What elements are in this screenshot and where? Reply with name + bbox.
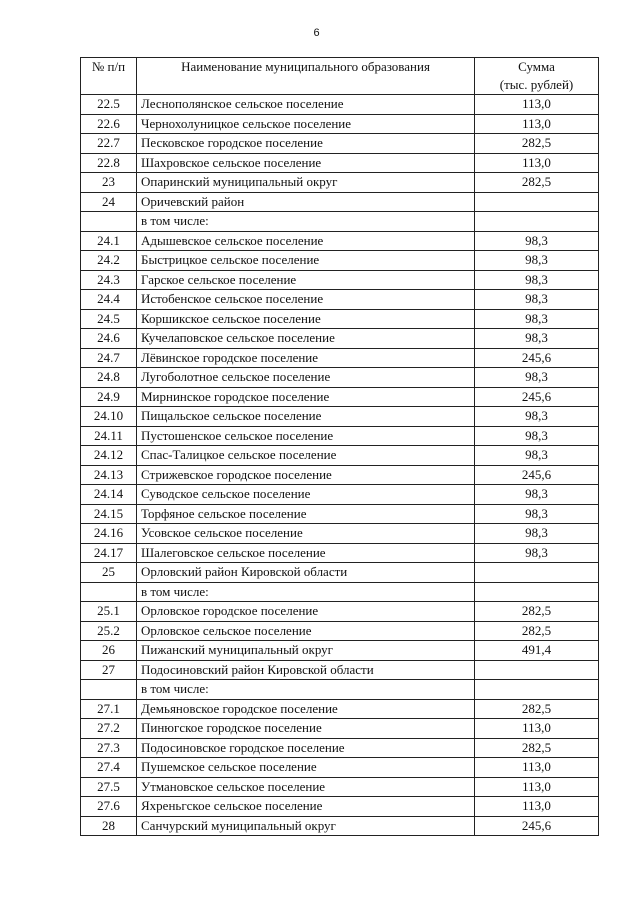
row-name: Суводское сельское поселение: [137, 485, 475, 505]
row-name: Демьяновское городское поселение: [137, 699, 475, 719]
table-row: [81, 290, 599, 310]
table-body: [81, 95, 599, 836]
row-name: Яхреньгское сельское поселение: [137, 797, 475, 817]
row-name: Чернохолуницкое сельское поселение: [137, 114, 475, 134]
row-name: Орловское городское поселение: [137, 602, 475, 622]
table-row: [81, 699, 599, 719]
row-number: 27.1: [81, 699, 137, 719]
row-sum: 282,5: [475, 699, 599, 719]
row-sum: 282,5: [475, 602, 599, 622]
table-row: [81, 270, 599, 290]
row-name: Лёвинское городское поселение: [137, 348, 475, 368]
row-number: 22.6: [81, 114, 137, 134]
row-number: 27.3: [81, 738, 137, 758]
row-sum: 113,0: [475, 797, 599, 817]
header-number: № п/п: [81, 58, 137, 95]
row-sum: 98,3: [475, 407, 599, 427]
row-name: Усовское сельское поселение: [137, 524, 475, 544]
row-sum: 245,6: [475, 387, 599, 407]
row-number: 27.6: [81, 797, 137, 817]
row-name: Пинюгское городское поселение: [137, 719, 475, 739]
row-sum: [475, 563, 599, 583]
row-sum: 113,0: [475, 153, 599, 173]
table-row: [81, 231, 599, 251]
row-name: Коршикское сельское поселение: [137, 309, 475, 329]
row-sum: 98,3: [475, 485, 599, 505]
row-name: Пушемское сельское поселение: [137, 758, 475, 778]
row-number: 23: [81, 173, 137, 193]
table-row: [81, 563, 599, 583]
row-sum: 98,3: [475, 368, 599, 388]
row-sum: 282,5: [475, 738, 599, 758]
row-sum: 98,3: [475, 446, 599, 466]
row-sum: 282,5: [475, 621, 599, 641]
row-name: Пищальское сельское поселение: [137, 407, 475, 427]
row-number: 25.2: [81, 621, 137, 641]
row-number: 27.5: [81, 777, 137, 797]
table-row: [81, 641, 599, 661]
row-number: 25: [81, 563, 137, 583]
row-number: 24.11: [81, 426, 137, 446]
table-row: [81, 407, 599, 427]
table-row: [81, 95, 599, 115]
header-sum-line1: Сумма: [518, 59, 555, 74]
row-name: Быстрицкое сельское поселение: [137, 251, 475, 271]
header-sum-line2: (тыс. рублей): [499, 77, 574, 92]
row-name: Подосиновское городское поселение: [137, 738, 475, 758]
row-number: 24.1: [81, 231, 137, 251]
row-name: Шахровское сельское поселение: [137, 153, 475, 173]
row-sum: 282,5: [475, 173, 599, 193]
row-number: 22.5: [81, 95, 137, 115]
row-name: Опаринский муниципальный округ: [137, 173, 475, 193]
row-sum: 491,4: [475, 641, 599, 661]
row-name: Подосиновский район Кировской области: [137, 660, 475, 680]
row-sum: 245,6: [475, 465, 599, 485]
row-number: 24.6: [81, 329, 137, 349]
row-number: 24.3: [81, 270, 137, 290]
table-row: [81, 329, 599, 349]
table-row: [81, 758, 599, 778]
row-sum: 98,3: [475, 251, 599, 271]
row-name: Спас-Талицкое сельское поселение: [137, 446, 475, 466]
table-row: [81, 680, 599, 700]
row-sum: 245,6: [475, 348, 599, 368]
row-name: Истобенское сельское поселение: [137, 290, 475, 310]
table-row: [81, 465, 599, 485]
row-number: [81, 212, 137, 232]
row-name: Оричевский район: [137, 192, 475, 212]
table-row: [81, 816, 599, 836]
row-number: 27.4: [81, 758, 137, 778]
table-row: [81, 485, 599, 505]
row-sum: [475, 680, 599, 700]
table-row: [81, 309, 599, 329]
row-name: в том числе:: [137, 582, 475, 602]
row-number: 24.7: [81, 348, 137, 368]
header-name: Наименование муниципального образования: [137, 58, 475, 95]
row-number: 24.17: [81, 543, 137, 563]
row-number: [81, 680, 137, 700]
table-row: [81, 387, 599, 407]
row-number: 24.4: [81, 290, 137, 310]
row-number: 28: [81, 816, 137, 836]
row-sum: 113,0: [475, 777, 599, 797]
row-sum: 98,3: [475, 426, 599, 446]
row-name: Шалеговское сельское поселение: [137, 543, 475, 563]
table-row: [81, 348, 599, 368]
row-number: 24.5: [81, 309, 137, 329]
page-number: 6: [313, 27, 320, 39]
table-row: [81, 582, 599, 602]
row-number: 24.14: [81, 485, 137, 505]
table-row: [81, 524, 599, 544]
row-name: Лугоболотное сельское поселение: [137, 368, 475, 388]
row-sum: [475, 582, 599, 602]
row-name: в том числе:: [137, 212, 475, 232]
row-name: Песковское городское поселение: [137, 134, 475, 154]
row-number: [81, 582, 137, 602]
row-sum: 113,0: [475, 758, 599, 778]
table-row: [81, 797, 599, 817]
row-name: Орловское сельское поселение: [137, 621, 475, 641]
row-number: 24.2: [81, 251, 137, 271]
allocation-table: [80, 57, 599, 836]
row-number: 24.16: [81, 524, 137, 544]
row-number: 22.8: [81, 153, 137, 173]
row-name: Пустошенское сельское поселение: [137, 426, 475, 446]
row-number: 24: [81, 192, 137, 212]
row-sum: 98,3: [475, 270, 599, 290]
row-number: 27.2: [81, 719, 137, 739]
table-row: [81, 153, 599, 173]
row-number: 24.9: [81, 387, 137, 407]
table-row: [81, 134, 599, 154]
row-sum: 98,3: [475, 524, 599, 544]
row-sum: 98,3: [475, 329, 599, 349]
table-row: [81, 114, 599, 134]
table-row: [81, 621, 599, 641]
table-row: [81, 426, 599, 446]
row-name: Утмановское сельское поселение: [137, 777, 475, 797]
row-sum: 282,5: [475, 134, 599, 154]
row-name: Мирнинское городское поселение: [137, 387, 475, 407]
row-sum: 98,3: [475, 231, 599, 251]
table-row: [81, 504, 599, 524]
row-name: Адышевское сельское поселение: [137, 231, 475, 251]
row-name: Торфяное сельское поселение: [137, 504, 475, 524]
table-row: [81, 173, 599, 193]
row-sum: [475, 212, 599, 232]
row-sum: 98,3: [475, 504, 599, 524]
row-name: Санчурский муниципальный округ: [137, 816, 475, 836]
row-sum: [475, 660, 599, 680]
row-name: Леснополянское сельское поселение: [137, 95, 475, 115]
row-name: Кучелаповское сельское поселение: [137, 329, 475, 349]
row-number: 22.7: [81, 134, 137, 154]
table-row: [81, 738, 599, 758]
row-sum: 98,3: [475, 290, 599, 310]
table-row: [81, 192, 599, 212]
row-name: Гарское сельское поселение: [137, 270, 475, 290]
row-sum: 245,6: [475, 816, 599, 836]
row-sum: 98,3: [475, 543, 599, 563]
row-sum: 113,0: [475, 95, 599, 115]
row-number: 24.15: [81, 504, 137, 524]
row-number: 26: [81, 641, 137, 661]
row-number: 24.8: [81, 368, 137, 388]
table-row: [81, 719, 599, 739]
row-sum: [475, 192, 599, 212]
row-name: Пижанский муниципальный округ: [137, 641, 475, 661]
table-row: [81, 660, 599, 680]
table-row: [81, 251, 599, 271]
row-sum: 98,3: [475, 309, 599, 329]
table-row: [81, 543, 599, 563]
header-sum: [475, 58, 599, 95]
table-row: [81, 446, 599, 466]
row-number: 24.13: [81, 465, 137, 485]
row-name: Стрижевское городское поселение: [137, 465, 475, 485]
table-row: [81, 777, 599, 797]
header-row: [81, 58, 599, 95]
table-header: [81, 58, 599, 95]
row-number: 24.12: [81, 446, 137, 466]
row-name: в том числе:: [137, 680, 475, 700]
row-sum: 113,0: [475, 114, 599, 134]
row-name: Орловский район Кировской области: [137, 563, 475, 583]
row-sum: 113,0: [475, 719, 599, 739]
row-number: 24.10: [81, 407, 137, 427]
row-number: 27: [81, 660, 137, 680]
row-number: 25.1: [81, 602, 137, 622]
table-row: [81, 602, 599, 622]
table-row: [81, 212, 599, 232]
table-row: [81, 368, 599, 388]
